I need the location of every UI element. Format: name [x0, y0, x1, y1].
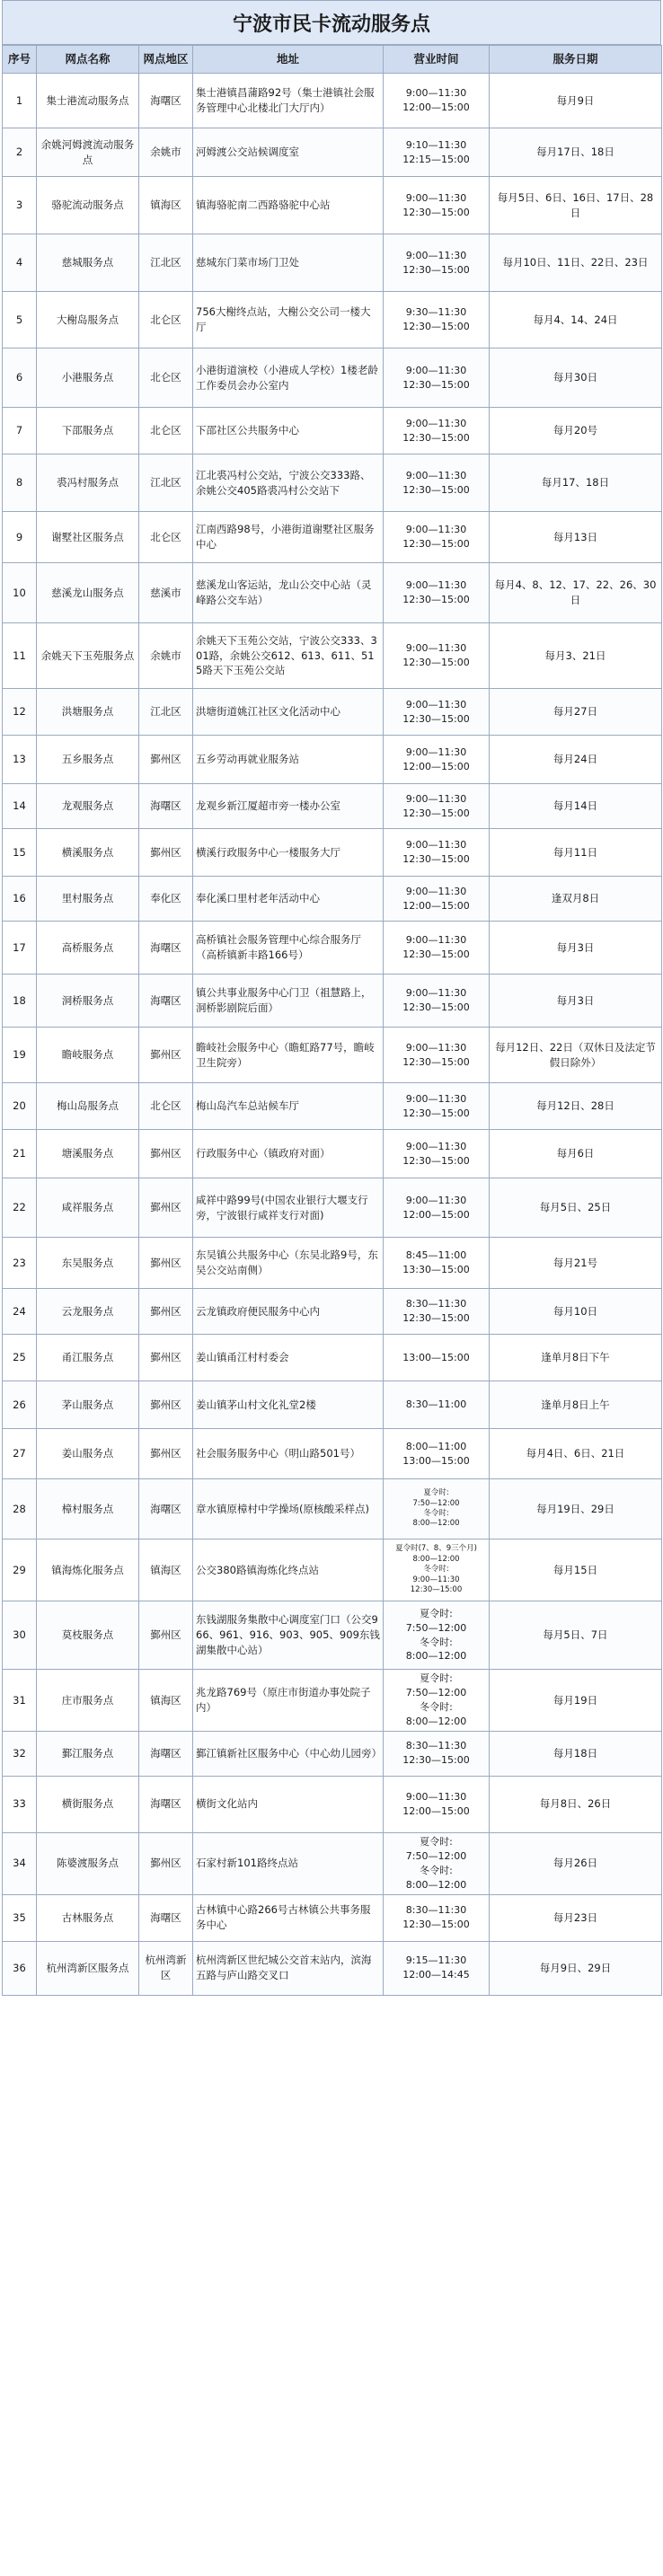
row-no: 11	[3, 623, 37, 689]
table-header-row	[3, 46, 662, 74]
row-no: 22	[3, 1178, 37, 1238]
table-row	[3, 1028, 662, 1083]
service-date: 每月3日	[490, 922, 662, 975]
service-date: 每月9日	[490, 74, 662, 128]
service-date: 每月19日	[490, 1670, 662, 1732]
point-name: 镇海炼化服务点	[37, 1539, 139, 1601]
point-address: 鄞江镇新社区服务中心（中心幼儿园旁）	[193, 1731, 384, 1776]
point-address: 慈溪龙山客运站，龙山公交中心站（灵峰路公交车站）	[193, 563, 384, 623]
row-no: 25	[3, 1335, 37, 1381]
table-row	[3, 74, 662, 128]
service-date: 每月27日	[490, 689, 662, 736]
table-row	[3, 975, 662, 1028]
service-date: 每月17、18日	[490, 454, 662, 512]
point-hours: 9:00—11:30 12:00—15:00	[384, 877, 490, 922]
point-name: 梅山岛服务点	[37, 1083, 139, 1130]
service-date: 每月4日、6日、21日	[490, 1429, 662, 1479]
point-district: 镇海区	[139, 1670, 193, 1732]
point-hours: 9:00—11:30 12:30—15:00	[384, 234, 490, 292]
point-district: 海曙区	[139, 1894, 193, 1941]
table-row	[3, 408, 662, 454]
point-address: 江南西路98号，小港街道谢墅社区服务中心	[193, 512, 384, 563]
table-row	[3, 623, 662, 689]
point-hours: 9:00—11:30 12:30—15:00	[384, 922, 490, 975]
row-no: 28	[3, 1479, 37, 1539]
point-address: 洪塘街道姚江社区文化活动中心	[193, 689, 384, 736]
point-district: 鄞州区	[139, 1178, 193, 1238]
table-row	[3, 512, 662, 563]
point-address: 东吴镇公共服务中心（东吴北路9号，东吴公交站南侧）	[193, 1238, 384, 1289]
table-row	[3, 1479, 662, 1539]
row-no: 14	[3, 784, 37, 829]
point-district: 鄞州区	[139, 1832, 193, 1894]
service-date: 每月10日	[490, 1289, 662, 1335]
row-no: 29	[3, 1539, 37, 1601]
row-no: 9	[3, 512, 37, 563]
row-no: 3	[3, 177, 37, 234]
row-no: 19	[3, 1028, 37, 1083]
point-name: 余姚河姆渡流动服务点	[37, 128, 139, 177]
point-address: 兆龙路769号（原庄市街道办事处院子内）	[193, 1670, 384, 1732]
service-date: 逢单月8日上午	[490, 1381, 662, 1429]
service-date: 每月19日、29日	[490, 1479, 662, 1539]
point-district: 鄞州区	[139, 1130, 193, 1178]
point-name: 鄞江服务点	[37, 1731, 139, 1776]
point-address: 河姆渡公交站候调度室	[193, 128, 384, 177]
row-no: 30	[3, 1601, 37, 1670]
point-hours: 夏令时: 7:50—12:00 冬令时: 8:00—12:00	[384, 1479, 490, 1539]
row-no: 31	[3, 1670, 37, 1732]
table-row	[3, 784, 662, 829]
point-hours: 9:30—11:30 12:30—15:00	[384, 292, 490, 348]
header-name: 网点名称	[37, 46, 139, 74]
service-date: 每月23日	[490, 1894, 662, 1941]
row-no: 7	[3, 408, 37, 454]
table-row	[3, 1335, 662, 1381]
row-no: 26	[3, 1381, 37, 1429]
table-row	[3, 1776, 662, 1832]
service-date: 每月14日	[490, 784, 662, 829]
service-points-table	[2, 45, 662, 1996]
table-row	[3, 234, 662, 292]
point-address: 姜山镇茅山村文化礼堂2楼	[193, 1381, 384, 1429]
row-no: 10	[3, 563, 37, 623]
point-district: 海曙区	[139, 1776, 193, 1832]
row-no: 15	[3, 829, 37, 877]
service-date: 每月5日、25日	[490, 1178, 662, 1238]
point-hours: 夏令时: 7:50—12:00 冬令时: 8:00—12:00	[384, 1601, 490, 1670]
row-no: 33	[3, 1776, 37, 1832]
point-hours: 13:00—15:00	[384, 1335, 490, 1381]
point-hours: 8:30—11:30 12:30—15:00	[384, 1289, 490, 1335]
point-name: 洞桥服务点	[37, 975, 139, 1028]
point-district: 北仑区	[139, 348, 193, 408]
row-no: 34	[3, 1832, 37, 1894]
point-district: 奉化区	[139, 877, 193, 922]
point-address: 行政服务中心（镇政府对面）	[193, 1130, 384, 1178]
table-row	[3, 829, 662, 877]
point-district: 北仑区	[139, 408, 193, 454]
point-address: 横街文化站内	[193, 1776, 384, 1832]
point-district: 鄞州区	[139, 1028, 193, 1083]
table-row	[3, 1670, 662, 1732]
point-district: 鄞州区	[139, 1289, 193, 1335]
point-address: 古林镇中心路266号古林镇公共事务服务中心	[193, 1894, 384, 1941]
point-district: 鄞州区	[139, 1381, 193, 1429]
service-date: 每月26日	[490, 1832, 662, 1894]
service-date: 每月17日、18日	[490, 128, 662, 177]
service-date: 每月6日	[490, 1130, 662, 1178]
point-name: 甬江服务点	[37, 1335, 139, 1381]
point-name: 余姚天下玉苑服务点	[37, 623, 139, 689]
point-hours: 9:00—11:30 12:30—15:00	[384, 975, 490, 1028]
point-name: 茅山服务点	[37, 1381, 139, 1429]
point-address: 石家村新101路终点站	[193, 1832, 384, 1894]
point-address: 集士港镇昌蒲路92号（集士港镇社会服务管理中心北楼北门大厅内）	[193, 74, 384, 128]
row-no: 2	[3, 128, 37, 177]
table-row	[3, 1731, 662, 1776]
point-hours: 9:00—11:30 12:30—15:00	[384, 408, 490, 454]
row-no: 13	[3, 736, 37, 784]
row-no: 12	[3, 689, 37, 736]
point-address: 镇海骆驼南二西路骆驼中心站	[193, 177, 384, 234]
point-district: 江北区	[139, 234, 193, 292]
point-name: 咸祥服务点	[37, 1178, 139, 1238]
table-row	[3, 563, 662, 623]
point-hours: 9:10—11:30 12:15—15:00	[384, 128, 490, 177]
row-no: 6	[3, 348, 37, 408]
point-district: 鄞州区	[139, 1429, 193, 1479]
header-no: 序号	[3, 46, 37, 74]
point-name: 瞻岐服务点	[37, 1028, 139, 1083]
service-date: 逢双月8日	[490, 877, 662, 922]
point-district: 杭州湾新区	[139, 1941, 193, 1995]
point-name: 古林服务点	[37, 1894, 139, 1941]
service-date: 每月30日	[490, 348, 662, 408]
point-hours: 9:00—11:30 12:00—15:00	[384, 1776, 490, 1832]
point-district: 北仑区	[139, 292, 193, 348]
point-hours: 9:00—11:30 12:30—15:00	[384, 784, 490, 829]
point-district: 慈溪市	[139, 563, 193, 623]
point-address: 慈城东门菜市场门卫处	[193, 234, 384, 292]
point-hours: 8:00—11:00 13:00—15:00	[384, 1429, 490, 1479]
service-date: 每月20号	[490, 408, 662, 454]
point-name: 谢墅社区服务点	[37, 512, 139, 563]
table-row	[3, 177, 662, 234]
point-hours: 9:00—11:30 12:30—15:00	[384, 177, 490, 234]
point-address: 高桥镇社会服务管理中心综合服务厅（高桥镇新丰路166号）	[193, 922, 384, 975]
table-row	[3, 1381, 662, 1429]
row-no: 35	[3, 1894, 37, 1941]
point-address: 余姚天下玉苑公交站，宁波公交333、301路，余姚公交612、613、611、515路天下玉苑公交站	[193, 623, 384, 689]
point-hours: 8:30—11:00	[384, 1381, 490, 1429]
table-row	[3, 1083, 662, 1130]
point-name: 横街服务点	[37, 1776, 139, 1832]
point-address: 756大榭终点站，大榭公交公司一楼大厅	[193, 292, 384, 348]
service-date: 每月10日、11日、22日、23日	[490, 234, 662, 292]
point-hours: 9:15—11:30 12:00—14:45	[384, 1941, 490, 1995]
point-hours: 夏令时: 7:50—12:00 冬令时: 8:00—12:00	[384, 1832, 490, 1894]
point-district: 镇海区	[139, 1539, 193, 1601]
table-row	[3, 736, 662, 784]
row-no: 27	[3, 1429, 37, 1479]
point-name: 洪塘服务点	[37, 689, 139, 736]
row-no: 20	[3, 1083, 37, 1130]
point-address: 江北裘冯村公交站，宁波公交333路、余姚公交405路裘冯村公交站下	[193, 454, 384, 512]
point-district: 鄞州区	[139, 736, 193, 784]
service-date: 每月3日	[490, 975, 662, 1028]
point-address: 公交380路镇海炼化终点站	[193, 1539, 384, 1601]
service-date: 每月11日	[490, 829, 662, 877]
row-no: 21	[3, 1130, 37, 1178]
point-hours: 9:00—11:30 12:00—15:00	[384, 1178, 490, 1238]
row-no: 24	[3, 1289, 37, 1335]
row-no: 36	[3, 1941, 37, 1995]
service-date: 每月13日	[490, 512, 662, 563]
point-district: 江北区	[139, 689, 193, 736]
service-date: 每月21号	[490, 1238, 662, 1289]
point-hours: 8:45—11:00 13:30—15:00	[384, 1238, 490, 1289]
point-hours: 9:00—11:30 12:30—15:00	[384, 512, 490, 563]
row-no: 16	[3, 877, 37, 922]
row-no: 8	[3, 454, 37, 512]
point-name: 龙观服务点	[37, 784, 139, 829]
row-no: 4	[3, 234, 37, 292]
point-district: 海曙区	[139, 922, 193, 975]
service-date: 每月18日	[490, 1731, 662, 1776]
table-row	[3, 1539, 662, 1601]
point-name: 里村服务点	[37, 877, 139, 922]
point-name: 莫枝服务点	[37, 1601, 139, 1670]
service-date: 每月12日、22日（双休日及法定节假日除外）	[490, 1028, 662, 1083]
service-date: 每月3、21日	[490, 623, 662, 689]
table-row	[3, 689, 662, 736]
service-date: 每月9日、29日	[490, 1941, 662, 1995]
point-name: 庄市服务点	[37, 1670, 139, 1732]
table-row	[3, 454, 662, 512]
point-name: 慈溪龙山服务点	[37, 563, 139, 623]
point-address: 瞻岐社会服务中心（瞻虹路77号，瞻岐卫生院旁）	[193, 1028, 384, 1083]
service-date: 每月8日、26日	[490, 1776, 662, 1832]
point-address: 奉化溪口里村老年活动中心	[193, 877, 384, 922]
row-no: 17	[3, 922, 37, 975]
point-hours: 9:00—11:30 12:00—15:00	[384, 736, 490, 784]
point-district: 北仑区	[139, 512, 193, 563]
point-name: 塘溪服务点	[37, 1130, 139, 1178]
point-name: 裘冯村服务点	[37, 454, 139, 512]
table-row	[3, 1941, 662, 1995]
point-district: 镇海区	[139, 177, 193, 234]
point-name: 慈城服务点	[37, 234, 139, 292]
point-district: 鄞州区	[139, 1335, 193, 1381]
table-row	[3, 292, 662, 348]
header-hours: 营业时间	[384, 46, 490, 74]
header-date: 服务日期	[490, 46, 662, 74]
service-date: 每月4、14、24日	[490, 292, 662, 348]
row-no: 18	[3, 975, 37, 1028]
point-address: 咸祥中路99号(中国农业银行大堰支行旁，宁波银行咸祥支行对面)	[193, 1178, 384, 1238]
point-district: 鄞州区	[139, 1238, 193, 1289]
service-points-sheet	[2, 0, 661, 1996]
point-address: 杭州湾新区世纪城公交首末站内，滨海五路与庐山路交叉口	[193, 1941, 384, 1995]
service-date: 每月5日、7日	[490, 1601, 662, 1670]
service-date: 每月5日、6日、16日、17日、28日	[490, 177, 662, 234]
point-district: 余姚市	[139, 623, 193, 689]
point-address: 云龙镇政府便民服务中心内	[193, 1289, 384, 1335]
point-address: 小港街道演校（小港成人学校）1楼老龄工作委员会办公室内	[193, 348, 384, 408]
service-date: 逢单月8日下午	[490, 1335, 662, 1381]
page-title: 宁波市民卡流动服务点	[2, 0, 661, 45]
point-address: 章水镇原樟村中学操场(原核酸采样点)	[193, 1479, 384, 1539]
table-row	[3, 1894, 662, 1941]
header-district: 网点地区	[139, 46, 193, 74]
point-address: 梅山岛汽车总站候车厅	[193, 1083, 384, 1130]
point-district: 海曙区	[139, 74, 193, 128]
point-district: 海曙区	[139, 784, 193, 829]
point-name: 大榭岛服务点	[37, 292, 139, 348]
point-hours: 9:00—11:30 12:30—15:00	[384, 1130, 490, 1178]
point-address: 下邵社区公共服务中心	[193, 408, 384, 454]
point-address: 社会服务服务中心（明山路501号）	[193, 1429, 384, 1479]
point-district: 江北区	[139, 454, 193, 512]
point-hours: 8:30—11:30 12:30—15:00	[384, 1894, 490, 1941]
point-address: 五乡劳动再就业服务站	[193, 736, 384, 784]
point-address: 东钱湖服务集散中心调度室门口（公交966、961、916、903、905、909东钱湖集散中心站）	[193, 1601, 384, 1670]
table-row	[3, 922, 662, 975]
point-hours: 夏令时: 7:50—12:00 冬令时: 8:00—12:00	[384, 1670, 490, 1732]
point-name: 樟村服务点	[37, 1479, 139, 1539]
point-name: 骆驼流动服务点	[37, 177, 139, 234]
table-row	[3, 1178, 662, 1238]
table-row	[3, 1130, 662, 1178]
point-district: 海曙区	[139, 1731, 193, 1776]
point-district: 鄞州区	[139, 829, 193, 877]
point-district: 海曙区	[139, 975, 193, 1028]
point-hours: 9:00—11:30 12:30—15:00	[384, 1083, 490, 1130]
point-hours: 9:00—11:30 12:30—15:00	[384, 689, 490, 736]
point-name: 下邵服务点	[37, 408, 139, 454]
row-no: 23	[3, 1238, 37, 1289]
service-date: 每月24日	[490, 736, 662, 784]
row-no: 1	[3, 74, 37, 128]
point-name: 杭州湾新区服务点	[37, 1941, 139, 1995]
table-row	[3, 1289, 662, 1335]
point-hours: 9:00—11:30 12:30—15:00	[384, 1028, 490, 1083]
point-district: 海曙区	[139, 1479, 193, 1539]
table-row	[3, 1429, 662, 1479]
point-hours: 9:00—11:30 12:30—15:00	[384, 563, 490, 623]
table-row	[3, 1238, 662, 1289]
point-address: 镇公共事业服务中心门卫（祖慧路上，洞桥影剧院后面）	[193, 975, 384, 1028]
table-row	[3, 1601, 662, 1670]
point-name: 姜山服务点	[37, 1429, 139, 1479]
service-date: 每月15日	[490, 1539, 662, 1601]
point-name: 横溪服务点	[37, 829, 139, 877]
point-district: 北仑区	[139, 1083, 193, 1130]
service-date: 每月12日、28日	[490, 1083, 662, 1130]
point-hours: 夏令时(7、8、9三个月) 8:00—12:00 冬令时: 9:00—11:30 12:30—15:00	[384, 1539, 490, 1601]
point-name: 东吴服务点	[37, 1238, 139, 1289]
point-name: 集士港流动服务点	[37, 74, 139, 128]
point-address: 姜山镇甬江村村委会	[193, 1335, 384, 1381]
point-address: 横溪行政服务中心一楼服务大厅	[193, 829, 384, 877]
point-hours: 8:30—11:30 12:30—15:00	[384, 1731, 490, 1776]
table-row	[3, 1832, 662, 1894]
point-hours: 9:00—11:30 12:30—15:00	[384, 623, 490, 689]
table-row	[3, 348, 662, 408]
point-name: 小港服务点	[37, 348, 139, 408]
table-row	[3, 877, 662, 922]
point-district: 鄞州区	[139, 1601, 193, 1670]
point-hours: 9:00—11:30 12:30—15:00	[384, 348, 490, 408]
point-hours: 9:00—11:30 12:00—15:00	[384, 74, 490, 128]
service-date: 每月4、8、12、17、22、26、30日	[490, 563, 662, 623]
table-row	[3, 128, 662, 177]
point-hours: 9:00—11:30 12:30—15:00	[384, 454, 490, 512]
header-address: 地址	[193, 46, 384, 74]
point-address: 龙观乡新江厦超市旁一楼办公室	[193, 784, 384, 829]
point-hours: 9:00—11:30 12:30—15:00	[384, 829, 490, 877]
row-no: 32	[3, 1731, 37, 1776]
point-name: 高桥服务点	[37, 922, 139, 975]
point-name: 陈婆渡服务点	[37, 1832, 139, 1894]
point-name: 五乡服务点	[37, 736, 139, 784]
point-district: 余姚市	[139, 128, 193, 177]
point-name: 云龙服务点	[37, 1289, 139, 1335]
row-no: 5	[3, 292, 37, 348]
